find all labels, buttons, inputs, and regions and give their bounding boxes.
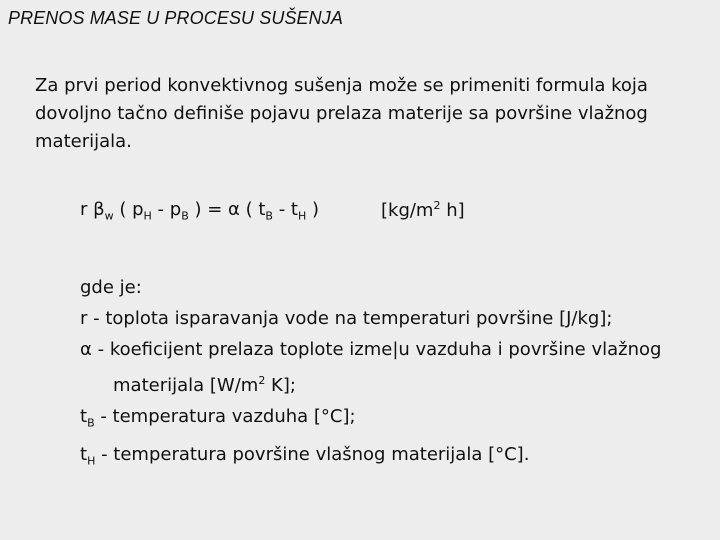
tH-symbol: t [80, 443, 88, 465]
formula-close-paren: ) [306, 199, 319, 220]
tB-symbol: t [80, 406, 88, 427]
intro-line-1: Za prvi period konvektivnog sušenja može se primeniti formula koja [35, 75, 648, 96]
tB-subscript: B [265, 209, 273, 223]
alpha-cont-pre: materijala [W/m [113, 375, 259, 396]
units-pre: [kg/m [381, 200, 434, 221]
formula-open-paren: ( p [113, 199, 144, 220]
units-post: h] [440, 200, 465, 221]
formula-minus-1: - p [151, 199, 182, 220]
tH-def-subscript: H [87, 454, 96, 468]
definitions-intro: gde je: [80, 277, 142, 298]
tB-def-subscript: B [87, 416, 95, 430]
pB-subscript: B [181, 209, 189, 223]
definition-alpha-continued [80, 365, 661, 401]
alpha-cont-exponent: 2 [258, 374, 266, 387]
definition-tH [80, 439, 661, 477]
tB-def-text: - temperatura vazduha [°C]; [94, 406, 356, 427]
definition-alpha [80, 334, 661, 365]
definition-r: r - toplota isparavanja vode na temperaturi površine [J/kg]; [80, 308, 613, 329]
pH-subscript: H [143, 209, 152, 223]
formula-r: r [80, 199, 94, 220]
beta-symbol: β [93, 199, 105, 220]
mass-transfer-formula [80, 199, 319, 223]
formula-open-paren-2: ( t [239, 199, 266, 220]
alpha-symbol: α [228, 199, 240, 220]
alpha-def-text: - koeficijent prelaza toplote izme|u vazduha i površine vlažnog [91, 339, 662, 360]
definition-tB [80, 401, 661, 439]
tH-subscript: H [297, 209, 307, 223]
alpha-cont-post: K]; [265, 375, 296, 396]
units-exponent: 2 [433, 199, 441, 212]
intro-paragraph [35, 72, 705, 156]
intro-line-3: materijala. [35, 131, 132, 152]
slide-title: PRENOS MASE U PROCESU SUŠENJA [8, 8, 343, 28]
alpha-def-symbol: α [80, 339, 92, 360]
formula-equals: ) = [188, 199, 229, 220]
formula-units [381, 199, 465, 221]
beta-subscript: w [104, 209, 114, 223]
definitions-list [80, 272, 661, 476]
intro-line-2: dovoljno tačno definiše pojavu prelaza materije sa površine vlažnog [35, 103, 648, 124]
tH-def-text: - temperatura površine vlašnog materijala [°C]. [95, 443, 530, 465]
formula-minus-2: - t [272, 199, 298, 220]
